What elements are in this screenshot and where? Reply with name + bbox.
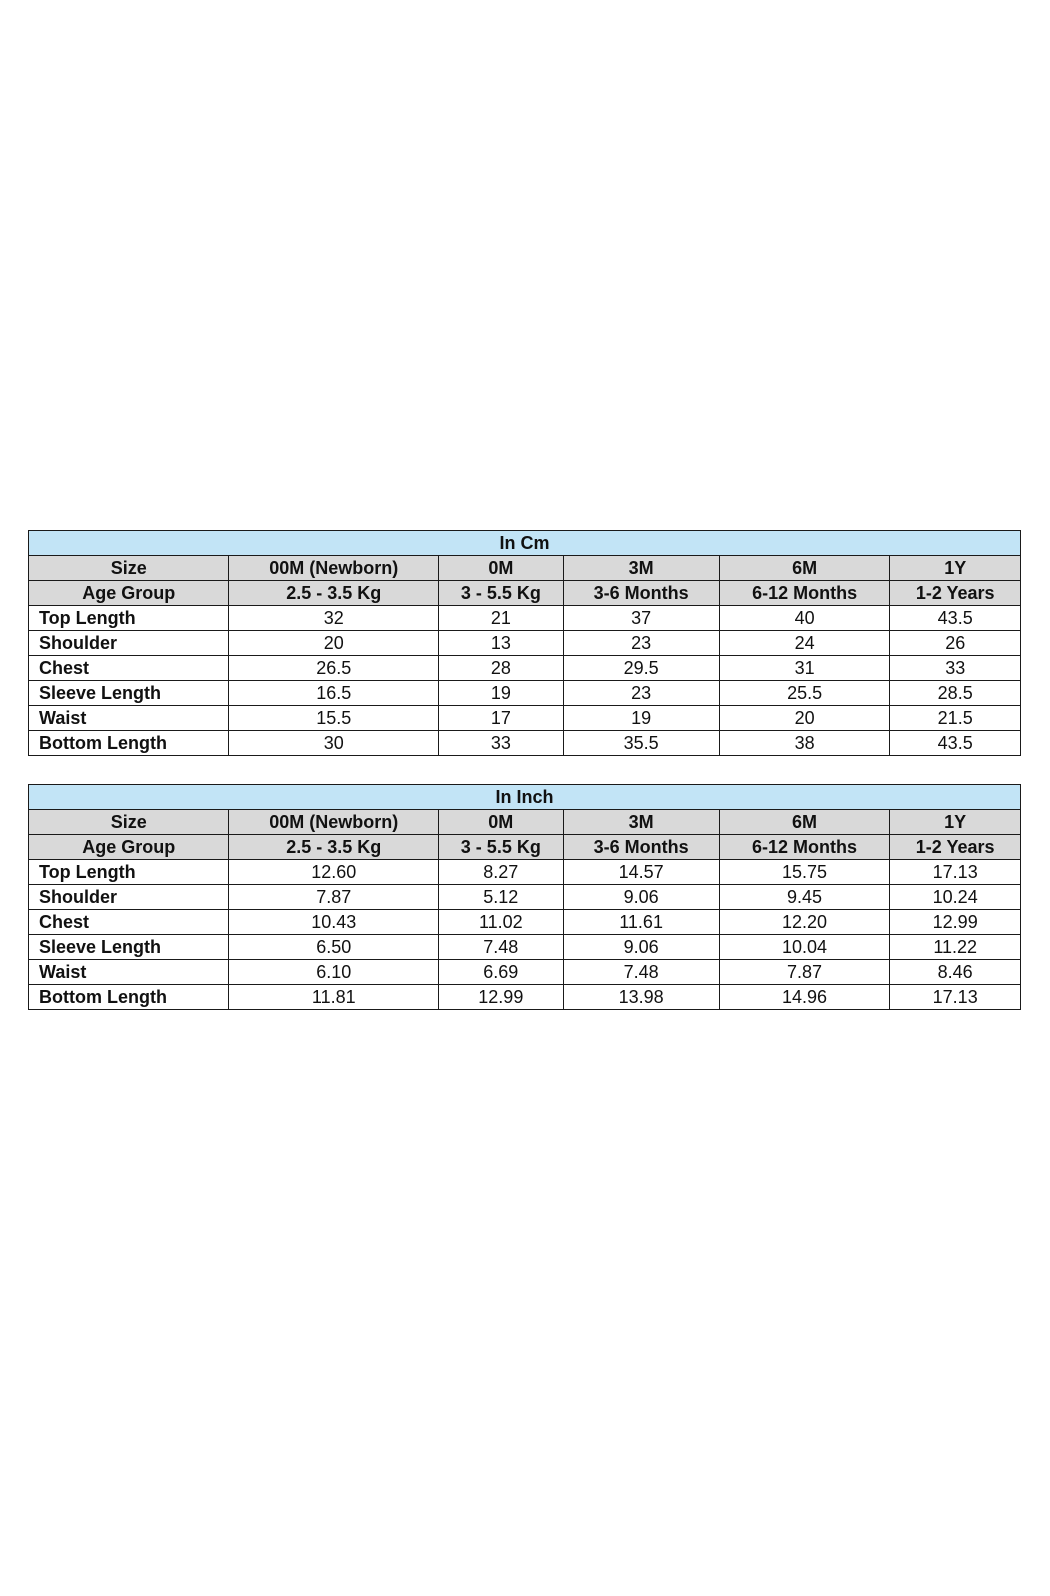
- measurement-value: 33: [890, 656, 1021, 681]
- measurement-label: Sleeve Length: [29, 681, 229, 706]
- measurement-value: 28: [439, 656, 563, 681]
- measurement-value: 23: [563, 631, 719, 656]
- size-header-cell: 1Y: [890, 810, 1021, 835]
- size-chart-cm-table: [28, 530, 1021, 756]
- measurement-label: Shoulder: [29, 885, 229, 910]
- measurement-value: 35.5: [563, 731, 719, 756]
- table-row: [29, 656, 1021, 681]
- measurement-value: 40: [719, 606, 890, 631]
- measurement-value: 24: [719, 631, 890, 656]
- age-group-cell: 2.5 - 3.5 Kg: [229, 835, 439, 860]
- size-header-row: [29, 810, 1021, 835]
- measurement-value: 26: [890, 631, 1021, 656]
- measurement-value: 12.20: [719, 910, 890, 935]
- measurement-value: 10.43: [229, 910, 439, 935]
- measurement-label: Bottom Length: [29, 985, 229, 1010]
- measurement-value: 17.13: [890, 860, 1021, 885]
- unit-row: [29, 785, 1021, 810]
- measurement-value: 21: [439, 606, 563, 631]
- measurement-value: 20: [719, 706, 890, 731]
- measurement-value: 7.87: [229, 885, 439, 910]
- size-header-cell: 6M: [719, 810, 890, 835]
- size-header-cell: 3M: [563, 556, 719, 581]
- unit-title: In Inch: [29, 785, 1021, 810]
- age-group-header-row: [29, 835, 1021, 860]
- measurement-value: 28.5: [890, 681, 1021, 706]
- measurement-value: 9.45: [719, 885, 890, 910]
- size-chart-inch-table: [28, 784, 1021, 1010]
- measurement-value: 11.81: [229, 985, 439, 1010]
- measurement-value: 33: [439, 731, 563, 756]
- measurement-value: 30: [229, 731, 439, 756]
- measurement-value: 14.57: [563, 860, 719, 885]
- table-row: [29, 960, 1021, 985]
- age-group-cell: 3 - 5.5 Kg: [439, 835, 563, 860]
- age-group-cell: 3-6 Months: [563, 835, 719, 860]
- measurement-value: 43.5: [890, 606, 1021, 631]
- size-header-cell: 00M (Newborn): [229, 810, 439, 835]
- measurement-value: 12.60: [229, 860, 439, 885]
- measurement-value: 11.22: [890, 935, 1021, 960]
- age-group-cell: 2.5 - 3.5 Kg: [229, 581, 439, 606]
- size-header-row: [29, 556, 1021, 581]
- table-row: [29, 860, 1021, 885]
- age-group-cell: 6-12 Months: [719, 835, 890, 860]
- table-row: [29, 935, 1021, 960]
- age-group-header-row: [29, 581, 1021, 606]
- measurement-label: Top Length: [29, 860, 229, 885]
- table-row: [29, 910, 1021, 935]
- table-row: [29, 985, 1021, 1010]
- measurement-label: Waist: [29, 706, 229, 731]
- measurement-value: 37: [563, 606, 719, 631]
- measurement-value: 29.5: [563, 656, 719, 681]
- measurement-value: 8.27: [439, 860, 563, 885]
- size-header-cell: 00M (Newborn): [229, 556, 439, 581]
- measurement-value: 9.06: [563, 935, 719, 960]
- table-row: [29, 631, 1021, 656]
- measurement-value: 32: [229, 606, 439, 631]
- measurement-value: 5.12: [439, 885, 563, 910]
- table-row: [29, 706, 1021, 731]
- measurement-value: 12.99: [439, 985, 563, 1010]
- size-label: Size: [29, 810, 229, 835]
- measurement-value: 7.48: [439, 935, 563, 960]
- table-row: [29, 885, 1021, 910]
- measurement-value: 11.02: [439, 910, 563, 935]
- unit-row: [29, 531, 1021, 556]
- table-row: [29, 731, 1021, 756]
- measurement-value: 10.04: [719, 935, 890, 960]
- table-row: [29, 681, 1021, 706]
- size-header-cell: 0M: [439, 810, 563, 835]
- age-group-cell: 1-2 Years: [890, 581, 1021, 606]
- age-group-label: Age Group: [29, 581, 229, 606]
- age-group-cell: 3 - 5.5 Kg: [439, 581, 563, 606]
- measurement-value: 15.5: [229, 706, 439, 731]
- measurement-label: Waist: [29, 960, 229, 985]
- size-header-cell: 0M: [439, 556, 563, 581]
- measurement-value: 20: [229, 631, 439, 656]
- measurement-value: 13.98: [563, 985, 719, 1010]
- measurement-value: 15.75: [719, 860, 890, 885]
- measurement-label: Chest: [29, 910, 229, 935]
- measurement-value: 21.5: [890, 706, 1021, 731]
- size-label: Size: [29, 556, 229, 581]
- age-group-label: Age Group: [29, 835, 229, 860]
- size-header-cell: 6M: [719, 556, 890, 581]
- measurement-value: 9.06: [563, 885, 719, 910]
- measurement-value: 7.48: [563, 960, 719, 985]
- size-header-cell: 1Y: [890, 556, 1021, 581]
- measurement-value: 6.10: [229, 960, 439, 985]
- measurement-label: Chest: [29, 656, 229, 681]
- age-group-cell: 1-2 Years: [890, 835, 1021, 860]
- measurement-value: 11.61: [563, 910, 719, 935]
- measurement-value: 17: [439, 706, 563, 731]
- measurement-value: 8.46: [890, 960, 1021, 985]
- age-group-cell: 3-6 Months: [563, 581, 719, 606]
- unit-title: In Cm: [29, 531, 1021, 556]
- measurement-value: 12.99: [890, 910, 1021, 935]
- table-row: [29, 606, 1021, 631]
- measurement-value: 43.5: [890, 731, 1021, 756]
- measurement-value: 6.50: [229, 935, 439, 960]
- age-group-cell: 6-12 Months: [719, 581, 890, 606]
- measurement-value: 7.87: [719, 960, 890, 985]
- measurement-value: 17.13: [890, 985, 1021, 1010]
- measurement-value: 26.5: [229, 656, 439, 681]
- measurement-value: 25.5: [719, 681, 890, 706]
- measurement-value: 16.5: [229, 681, 439, 706]
- size-header-cell: 3M: [563, 810, 719, 835]
- measurement-value: 14.96: [719, 985, 890, 1010]
- measurement-label: Shoulder: [29, 631, 229, 656]
- measurement-value: 19: [439, 681, 563, 706]
- measurement-value: 13: [439, 631, 563, 656]
- measurement-label: Sleeve Length: [29, 935, 229, 960]
- measurement-value: 38: [719, 731, 890, 756]
- measurement-value: 23: [563, 681, 719, 706]
- measurement-value: 19: [563, 706, 719, 731]
- measurement-value: 31: [719, 656, 890, 681]
- measurement-label: Top Length: [29, 606, 229, 631]
- measurement-label: Bottom Length: [29, 731, 229, 756]
- measurement-value: 10.24: [890, 885, 1021, 910]
- measurement-value: 6.69: [439, 960, 563, 985]
